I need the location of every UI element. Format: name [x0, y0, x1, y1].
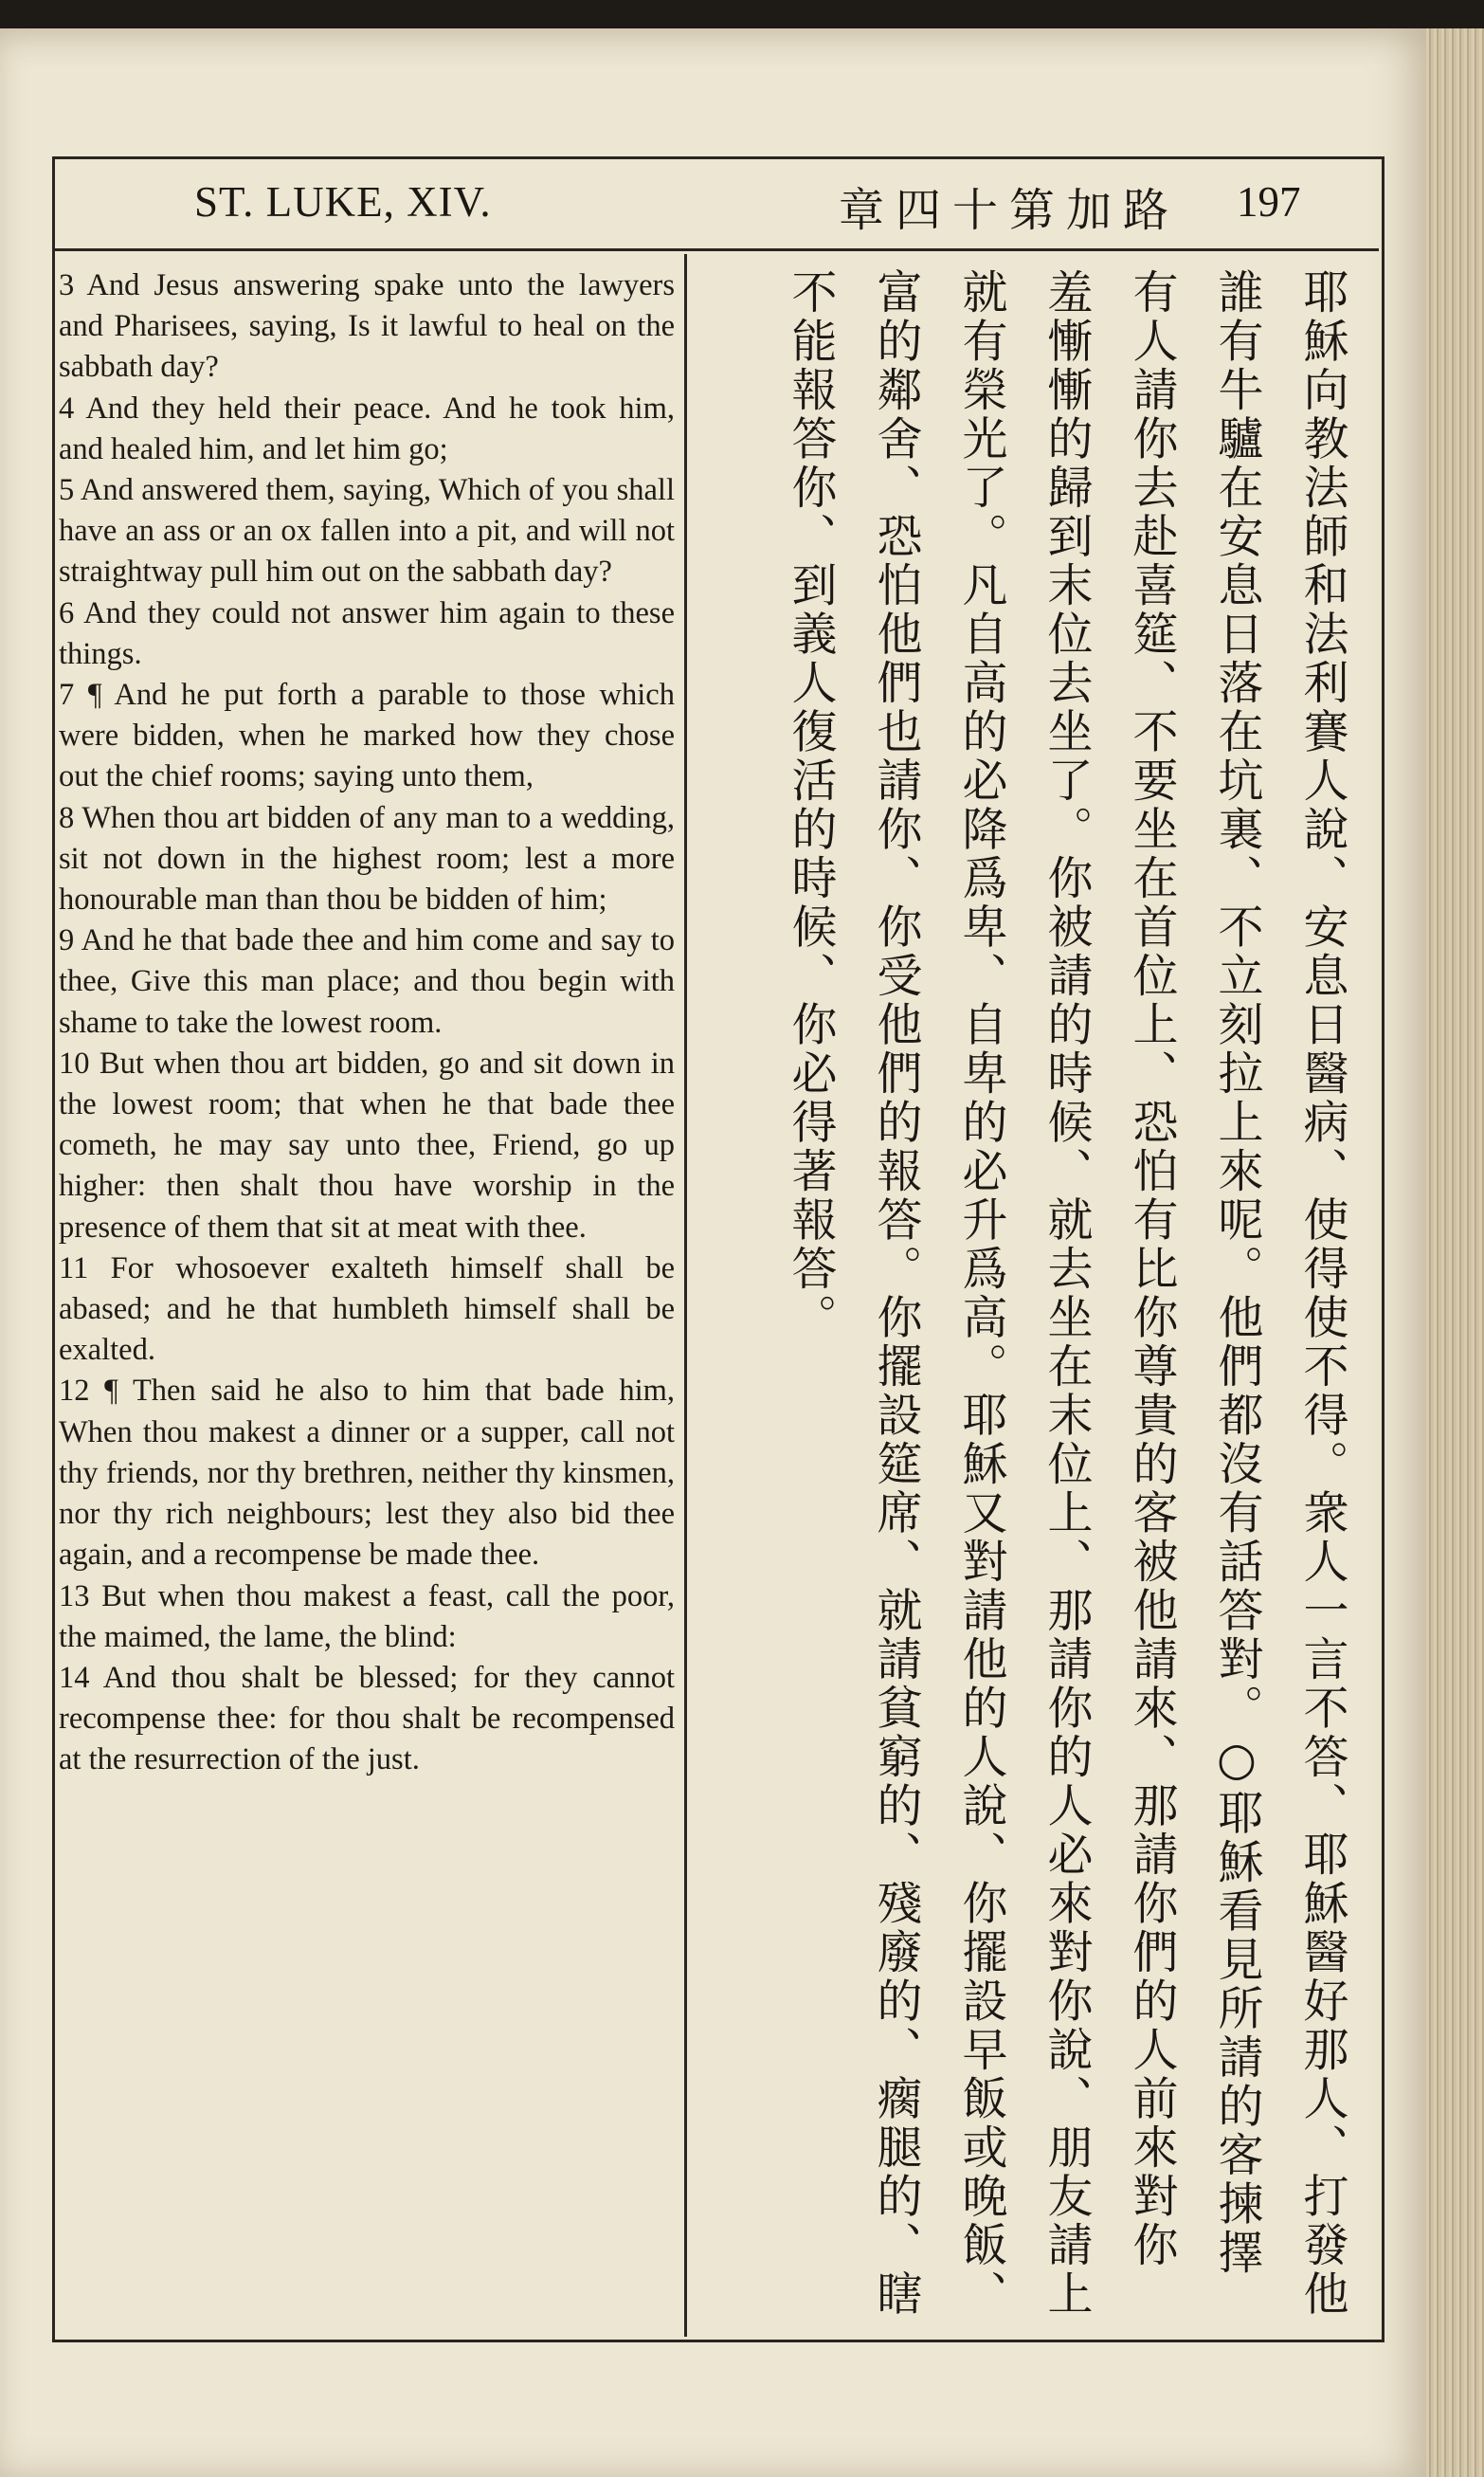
chinese-line: 耶穌向教法師和法利賽人說、安息日醫病、使得使不得。衆人一言不答、耶穌醫好那人、打發他 [1295, 268, 1348, 2319]
verse-12: 12 ¶ Then said he also to him that bade him, When thou makest a dinner or a supper, call not thy friends, nor thy brethren, neither thy kinsmen, nor thy rich neighbours; lest they also bid thee again, and a recompense be made thee. [59, 1374, 675, 1573]
chinese-column [697, 251, 1365, 2327]
verse-3: 3 And Jesus answering spake unto the lawyers and Pharisees, saying, Is it lawful to heal on the sabbath day? [59, 268, 675, 385]
verse-14: 14 And thou shalt be blessed; for they cannot recompense thee: for thou shalt be recompensed at the resurrection of the just. [59, 1660, 675, 1777]
column-divider [684, 254, 687, 2337]
chinese-line: 富的鄰舍、恐怕他們也請你、你受他們的報答。你擺設筵席、就請貧窮的、殘廢的、瘸腿的、瞎 [869, 268, 922, 2319]
verse-10: 10 But when thou art bidden, go and sit down in the lowest room; that when he that bade thee cometh, he may say unto thee, Friend, go up higher: then shalt thou have worship in the presence of them that sit at meat with thee. [59, 1046, 675, 1245]
chinese-line: 就有榮光了。凡自高的必降爲卑、自卑的必升爲高。耶穌又對請他的人說、你擺設早飯或晚飯、 [954, 268, 1007, 2319]
verse-9: 9 And he that bade thee and him come and say to thee, Give this man place; and thou begin with shame to take the lowest room. [59, 923, 675, 1040]
running-title-chinese: 章四十第加路 [839, 184, 1181, 237]
verse-8: 8 When thou art bidden of any man to a wedding, sit not down in the highest room; lest a more honourable man than thou be bidden of him; [59, 800, 675, 918]
verse-5: 5 And answered them, saying, Which of you shall have an ass or an ox fallen into a pit, and will not straightway pull him out on the sabbath day? [59, 473, 675, 590]
page-edges [1426, 28, 1484, 2477]
verse-13: 13 But when thou makest a feast, call the poor, the maimed, the lame, the blind: [59, 1578, 675, 1654]
verse-6: 6 And they could not answer him again to these things. [59, 595, 675, 671]
english-column [59, 265, 675, 2332]
verse-7: 7 ¶ And he put forth a parable to those which were bidden, when he marked how they chose out the chief rooms; saying unto them, [59, 678, 675, 794]
running-title: ST. LUKE, XIV. [194, 178, 492, 226]
chinese-line: 不能報答你、到義人復活的時候、你必得著報答。 [784, 268, 837, 1342]
chinese-line: 羞慚慚的歸到末位去坐了。你被請的時候、就去坐在末位上、那請你的人必來對你說、朋友請上 [1040, 268, 1093, 2319]
verse-4: 4 And they held their peace. And he took him, and healed him, and let him go; [59, 391, 675, 466]
page-number: 197 [1237, 178, 1301, 226]
chinese-line: 有人請你去赴喜筵、不要坐在首位上、恐怕有比你尊貴的客被他請來、那請你們的人前來對你 [1125, 268, 1178, 2270]
page-header [52, 156, 1379, 251]
chinese-line: 誰有牛驢在安息日落在坑裏、不立刻拉上來呢。他們都沒有話答對。○耶穌看見所請的客揀擇 [1210, 268, 1263, 2278]
verse-11: 11 For whosoever exalteth himself shall be abased; and he that humbleth himself shall be exalted. [59, 1250, 675, 1368]
